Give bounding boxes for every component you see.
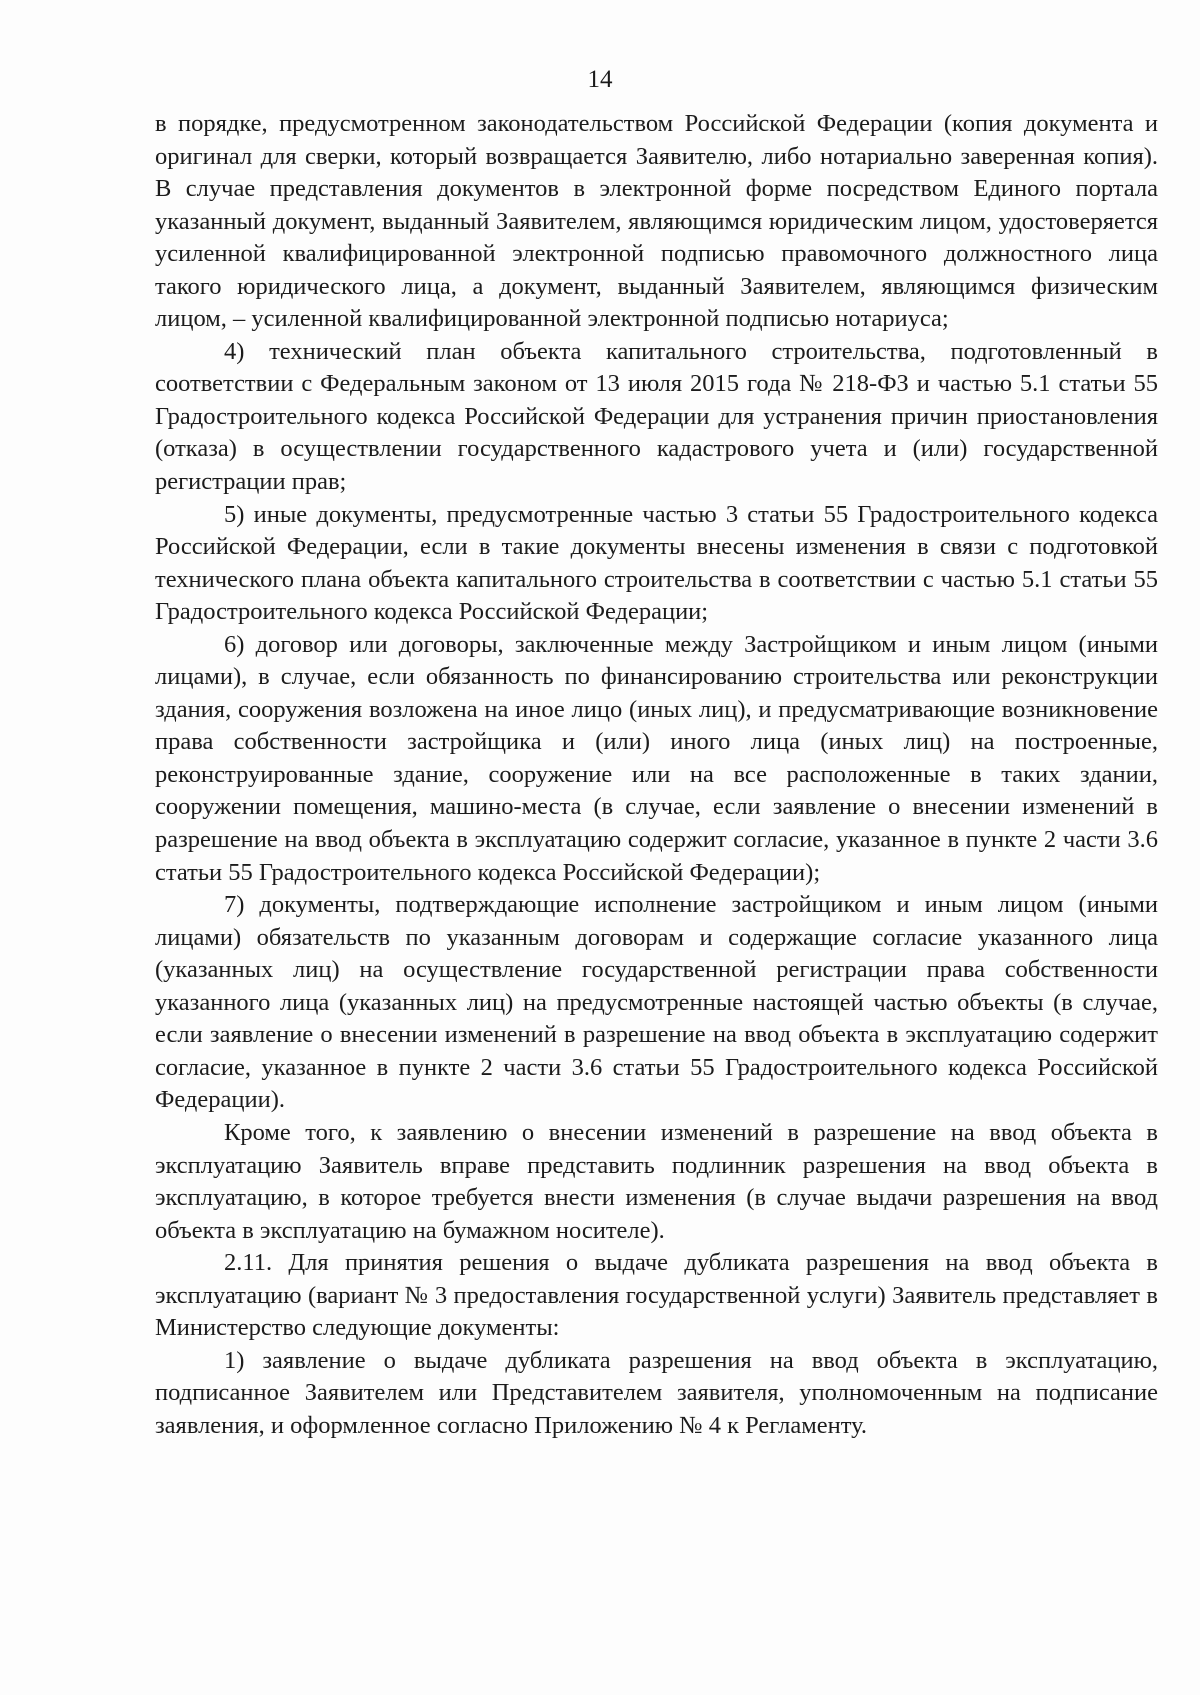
paragraph-additional-note: Кроме того, к заявлению о внесении изменений в разрешение на ввод объекта в эксплуатацию Заявитель вправе представить подлинник разрешения на ввод объекта в эксплуатацию, в которое требуется внести изменения (в случае выдачи разрешения на ввод объекта в эксплуатацию на бумажном носителе). bbox=[155, 1118, 1158, 1244]
paragraph-item-6: 6) договор или договоры, заключенные между Застройщиком и иным лицом (иными лицами), в случае, если обязанность по финансированию строительства или реконструкции здания, сооружения возложена на иное лицо (иных лиц), и предусматривающие возникновение права собственности застройщика и (или) иного лица (иных лиц) на построенные, реконструированные здание, сооружение или на все расположенные в таких здании, сооружении помещения, машино-места (в случае, если заявление о внесении изменений в разрешение на ввод объекта в эксплуатацию содержит согласие, указанное в пункте 2 части 3.6 статьи 55 Градостроительного кодекса Российской Федерации); bbox=[155, 630, 1158, 886]
paragraph-item-4: 4) технический план объекта капитального строительства, подготовленный в соответствии с Федеральным законом от 13 июля 2015 года № 218-ФЗ и частью 5.1 статьи 55 Градостроительного кодекса Российской Федерации для устранения причин приостановления (отказа) в осуществлении государственного кадастрового учета и (или) государственной регистрации прав; bbox=[155, 337, 1158, 496]
paragraph-continuation: в порядке, предусмотренном законодательством Российской Федерации (копия документа и оригинал для сверки, который возвращается Заявителю, либо нотариально заверенная копия). В случае представления документов в электронной форме посредством Единого портала указанный документ, выданный Заявителем, являющимся юридическим лицом, удостоверяется усиленной квалифицированной электронной подписью правомочного должностного лица такого юридического лица, а документ, выданный Заявителем, являющимся физическим лицом, – усиленной квалифицированной электронной подписью нотариуса; bbox=[155, 110, 1158, 333]
paragraph-item-5: 5) иные документы, предусмотренные частью 3 статьи 55 Градостроительного кодекса Российской Федерации, если в такие документы внесены изменения в связи с подготовкой технического плана объекта капитального строительства в соответствии с частью 5.1 статьи 55 Градостроительного кодекса Российской Федерации; bbox=[155, 500, 1158, 626]
document-body bbox=[155, 108, 1158, 1442]
paragraph-section-2-11: 2.11. Для принятия решения о выдаче дубликата разрешения на ввод объекта в эксплуатацию (вариант № 3 предоставления государственной услуги) Заявитель представляет в Министерство следующие документы: bbox=[155, 1249, 1158, 1342]
paragraph-item-7: 7) документы, подтверждающие исполнение застройщиком и иным лицом (иными лицами) обязательств по указанным договорам и содержащие согласие указанного лица (указанных лиц) на осуществление государственной регистрации права собственности указанного лица (указанных лиц) на предусмотренные настоящей частью объекты (в случае, если заявление о внесении изменений в разрешение на ввод объекта в эксплуатацию содержит согласие, указанное в пункте 2 части 3.6 статьи 55 Градостроительного кодекса Российской Федерации). bbox=[155, 891, 1158, 1114]
paragraph-item-1: 1) заявление о выдаче дубликата разрешения на ввод объекта в эксплуатацию, подписанное Заявителем или Представителем заявителя, уполномоченным на подписание заявления, и оформленное согласно Приложению № 4 к Регламенту. bbox=[155, 1346, 1158, 1439]
page-number: 14 bbox=[587, 66, 613, 93]
